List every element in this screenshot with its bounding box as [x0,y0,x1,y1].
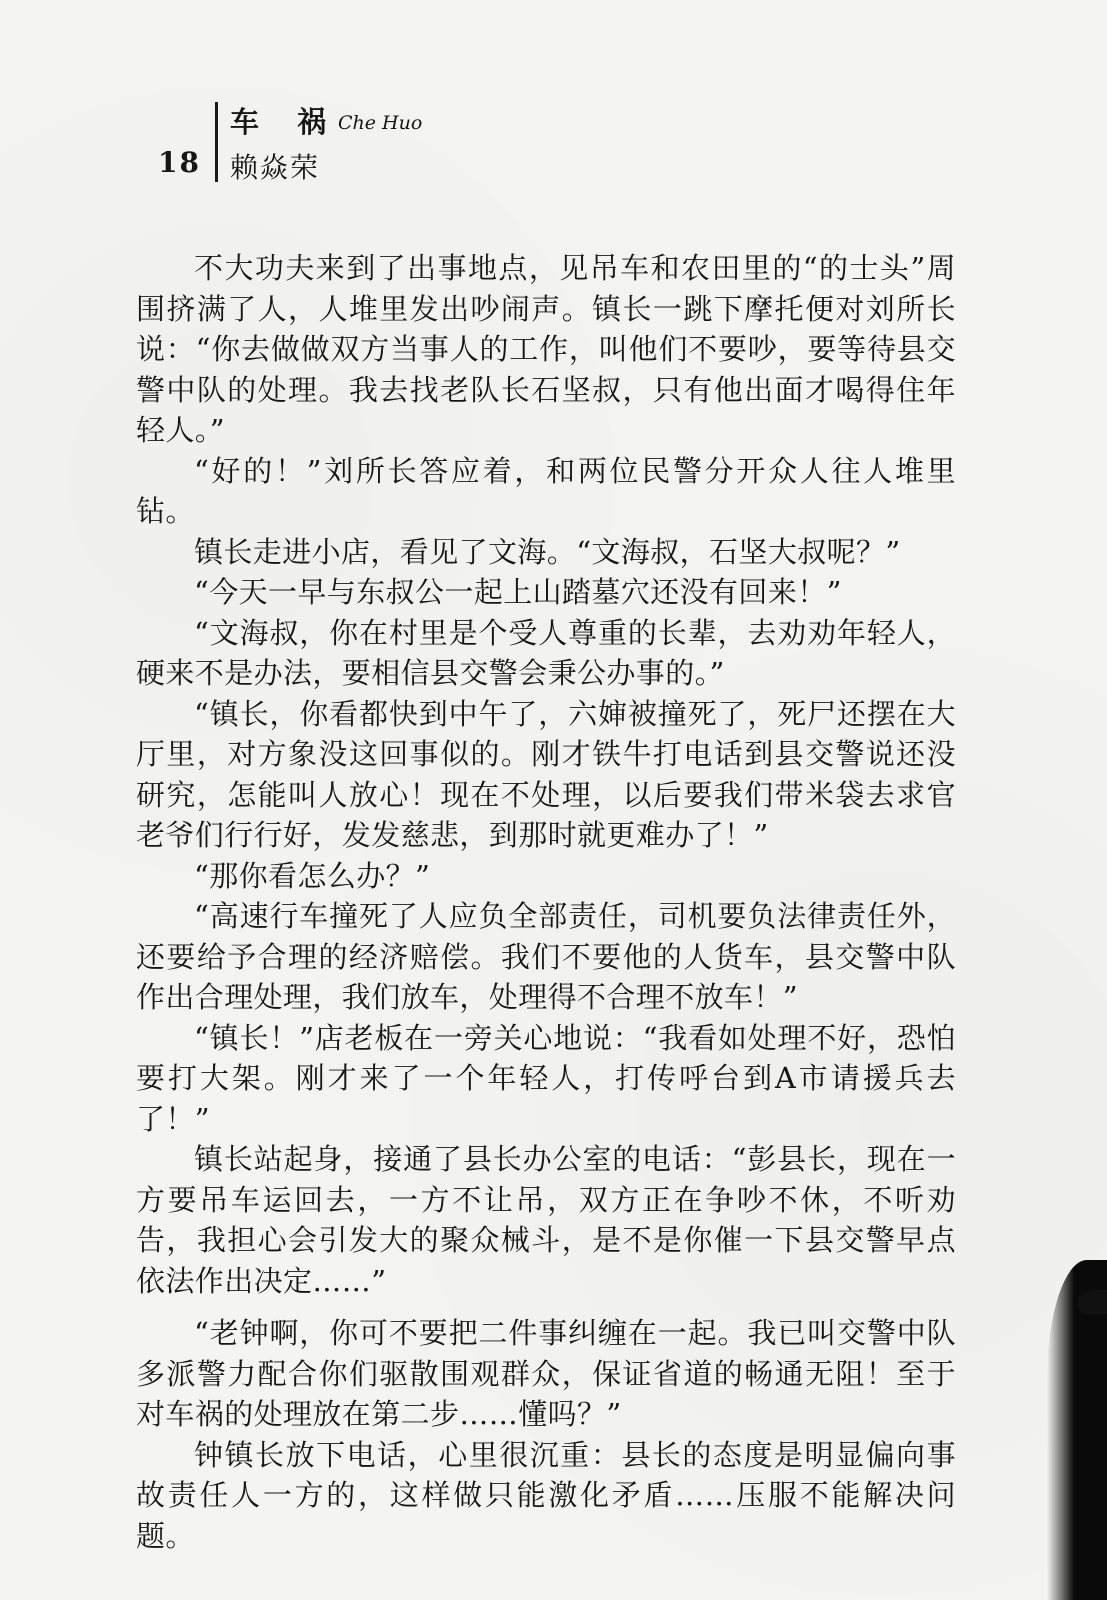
body-text [136,248,956,1556]
paragraph: 钟镇长放下电话，心里很沉重：县长的态度是明显偏向事故责任人一方的，这样做只能激化矛盾……压服不能解决问题。 [136,1437,956,1553]
paragraph: “镇长！”店老板在一旁关心地说：“我看如处理不好，恐怕要打大架。刚才来了一个年轻人，打传呼台到A市请援兵去了！” [136,1020,956,1136]
scan-edge-mark [1077,1290,1107,1314]
paragraph: “镇长，你看都快到中午了，六婶被撞死了，死尸还摆在大厅里，对方象没这回事似的。刚才铁牛打电话到县交警说还没研究，怎能叫人放心！现在不处理，以后要我们带米袋去求官老爷们行行好，发发慈悲，到那时就更难办了！” [136,696,956,852]
paragraph: “老钟啊，你可不要把二件事纠缠在一起。我已叫交警中队多派警力配合你们驱散围观群众，保证省道的畅通无阻！至于对车祸的处理放在第二步……懂吗？” [136,1316,956,1431]
author-name: 赖焱荣 [230,151,321,184]
paragraph: “好的！”刘所长答应着，和两位民警分开众人往人堆里钻。 [136,453,956,528]
header-divider [215,102,218,182]
book-title-pinyin: Che Huo [338,112,423,134]
paragraph: 镇长站起身，接通了县长办公室的电话：“彭县长，现在一方要吊车运回去，一方不让吊，双方正在争吵不休，不听劝告，我担心会引发大的聚众械斗，是不是你催一下县交警早点依法作出决定……” [136,1142,956,1298]
paragraph: “文海叔，你在村里是个受人尊重的长辈，去劝劝年轻人，硬来不是办法，要相信县交警会秉公办事的。” [136,615,956,690]
paragraph: “那你看怎么办？” [194,858,431,893]
paragraph: “今天一早与东叔公一起上山踏墓穴还没有回来！” [194,575,842,609]
page-number: 18 [158,146,201,179]
paragraph: 不大功夫来到了出事地点，见吊车和农田里的“的士头”周围挤满了人，人堆里发出吵闹声。镇长一跳下摩托便对刘所长说：“你去做做双方当事人的工作，叫他们不要吵，要等待县交警中队的处理。我去找老队长石坚叔，只有他出面才喝得住年轻人。” [136,251,956,447]
paragraph: 镇长走进小店，看见了文海。“文海叔，石坚大叔呢？” [194,534,901,569]
paragraph: “高速行车撞死了人应负全部责任，司机要负法律责任外，还要给予合理的经济赔偿。我们不要他的人货车，县交警中队作出合理处理，我们放车，处理得不合理不放车！” [136,899,956,1014]
running-header [158,98,558,188]
book-title: 车 祸 [230,105,341,139]
